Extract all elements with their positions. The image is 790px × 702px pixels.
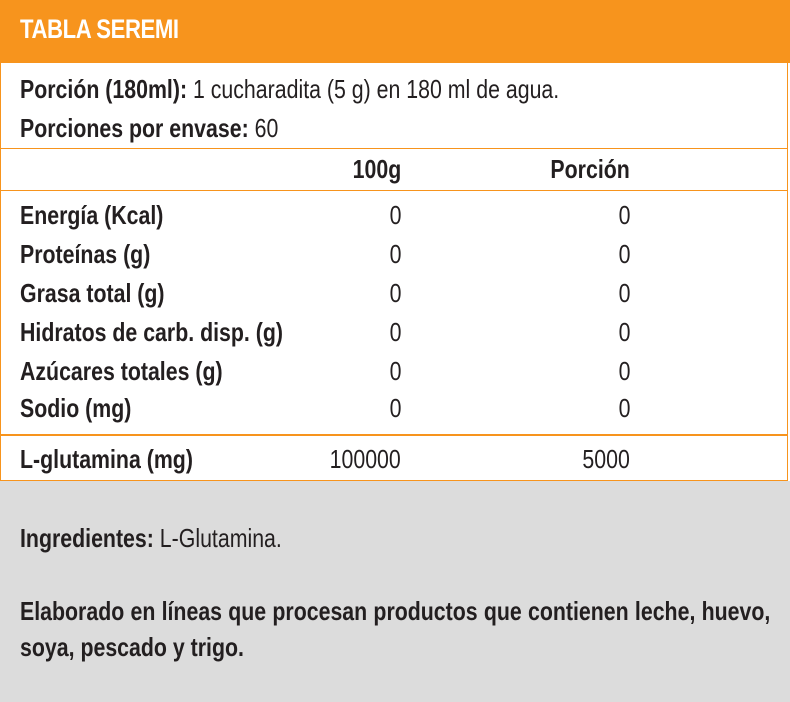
label-title: TABLA SEREMI — [20, 14, 179, 44]
row-label-carbs: Hidratos de carb. disp. (g) — [20, 317, 283, 347]
row-value-100g: 100000 — [329, 444, 401, 474]
footer-panel — [0, 481, 790, 702]
divider — [0, 434, 788, 436]
row-value-portion: 0 — [618, 239, 630, 269]
servings-line — [20, 113, 278, 143]
row-value-portion: 0 — [618, 356, 630, 386]
allergen-note: Elaborado en líneas que procesan productos que contienen leche, huevo, soya, pescado y trigo. — [20, 596, 771, 662]
ingredients-line — [20, 520, 635, 556]
divider — [0, 190, 788, 191]
column-header-100g: 100g — [352, 154, 401, 184]
servings-value: 60 — [248, 113, 279, 143]
portion-value: 1 cucharadita (5 g) en 180 ml de agua. — [187, 74, 560, 104]
row-value-100g: 0 — [389, 393, 401, 423]
row-label-glutamine: L-glutamina (mg) — [20, 444, 193, 474]
row-label-sugars: Azúcares totales (g) — [20, 356, 223, 386]
servings-label: Porciones por envase: — [20, 113, 249, 143]
divider — [0, 148, 788, 149]
column-header-portion: Porción — [550, 154, 630, 184]
portion-label: Porción (180ml): — [20, 74, 188, 104]
row-value-100g: 0 — [389, 200, 401, 230]
row-label-sodium: Sodio (mg) — [20, 393, 132, 423]
ingredients-value: L-Glutamina. — [153, 523, 282, 553]
row-label-energy: Energía (Kcal) — [20, 200, 164, 230]
row-value-portion: 0 — [618, 278, 630, 308]
row-label-fat: Grasa total (g) — [20, 278, 165, 308]
row-value-100g: 0 — [389, 356, 401, 386]
row-label-protein: Proteínas (g) — [20, 239, 151, 269]
row-value-100g: 0 — [389, 317, 401, 347]
portion-line — [20, 74, 559, 104]
ingredients-label: Ingredientes: — [20, 523, 154, 553]
row-value-portion: 0 — [618, 317, 630, 347]
row-value-100g: 0 — [389, 278, 401, 308]
row-value-portion: 0 — [618, 200, 630, 230]
row-value-portion: 0 — [618, 393, 630, 423]
row-value-portion: 5000 — [582, 444, 630, 474]
label-header — [0, 0, 790, 63]
row-value-100g: 0 — [389, 239, 401, 269]
